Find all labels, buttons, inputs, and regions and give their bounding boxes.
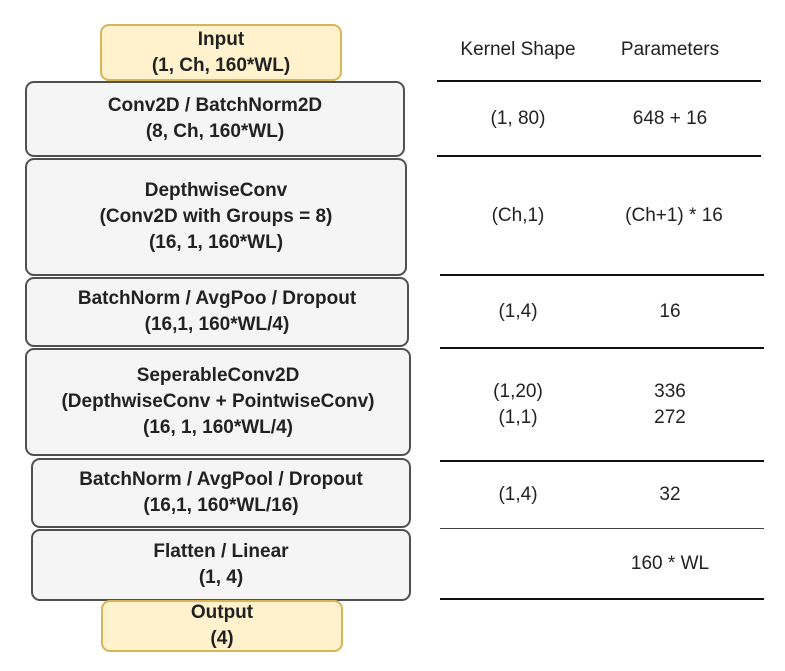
params-cell xyxy=(600,157,748,274)
conv2d-batchnorm-box xyxy=(25,81,405,157)
params-cell xyxy=(600,530,740,598)
layer-name: Input xyxy=(197,28,245,50)
kernel-value: (1,4) xyxy=(498,300,538,322)
layer-detail: (8, Ch, 160*WL) xyxy=(145,121,285,142)
params-value: 336 xyxy=(654,380,686,402)
kernel-value: (1,1) xyxy=(498,406,538,428)
kernel-cell xyxy=(443,349,593,460)
params-value: 160 * WL xyxy=(630,553,710,574)
layer-detail: (1, Ch, 160*WL) xyxy=(151,54,291,76)
layer-name: DepthwiseConv xyxy=(144,180,288,201)
layer-detail: (Conv2D with Groups = 8) xyxy=(99,206,333,227)
kernel-cell xyxy=(443,462,593,528)
separableconv2d-box xyxy=(25,348,411,456)
params-value: 32 xyxy=(659,484,681,505)
depthwiseconv-box xyxy=(25,158,407,276)
layer-name: Output xyxy=(190,602,254,623)
kernel-value: (Ch,1) xyxy=(491,204,545,226)
batchnorm-avgpool-box-1 xyxy=(25,277,409,347)
kernel-cell xyxy=(443,530,593,598)
kernel-cell xyxy=(443,157,593,274)
layer-detail: (1, 4) xyxy=(198,567,244,588)
params-cell xyxy=(600,349,740,460)
params-value: 272 xyxy=(654,406,686,428)
layer-name: SeperableConv2D xyxy=(136,365,300,386)
layer-name: BatchNorm / AvgPoo / Dropout xyxy=(77,288,357,309)
params-cell xyxy=(600,276,740,347)
kernel-cell xyxy=(443,276,593,347)
kernel-cell xyxy=(443,82,593,155)
layer-detail: (4) xyxy=(210,628,234,649)
kernel-value: (1,4) xyxy=(498,484,538,505)
layer-detail: (16, 1, 160*WL/4) xyxy=(143,417,293,438)
output-box xyxy=(101,600,343,652)
layer-detail: (16,1, 160*WL/4) xyxy=(144,314,290,335)
table-rule xyxy=(440,598,764,600)
params-value: (Ch+1) * 16 xyxy=(625,204,723,226)
layer-name: Conv2D / BatchNorm2D xyxy=(107,95,323,116)
params-cell xyxy=(600,82,740,155)
kernel-value: (1, 80) xyxy=(490,107,546,129)
params-cell xyxy=(600,462,740,528)
layer-detail: (16,1, 160*WL/16) xyxy=(143,495,299,516)
input-box xyxy=(100,24,342,81)
params-value: 648 + 16 xyxy=(632,107,708,129)
flatten-linear-box xyxy=(31,529,411,601)
table-rule xyxy=(440,528,764,529)
batchnorm-avgpool-box-2 xyxy=(31,458,411,528)
kernel-shape-header: Kernel Shape xyxy=(460,39,576,60)
params-value: 16 xyxy=(659,300,681,322)
parameters-header: Parameters xyxy=(620,39,720,60)
kernel-value: (1,20) xyxy=(493,380,543,402)
layer-name: BatchNorm / AvgPool / Dropout xyxy=(79,469,363,490)
layer-name: Flatten / Linear xyxy=(153,541,289,562)
layer-detail: (16, 1, 160*WL) xyxy=(148,232,284,253)
layer-detail: (DepthwiseConv + PointwiseConv) xyxy=(61,391,375,412)
